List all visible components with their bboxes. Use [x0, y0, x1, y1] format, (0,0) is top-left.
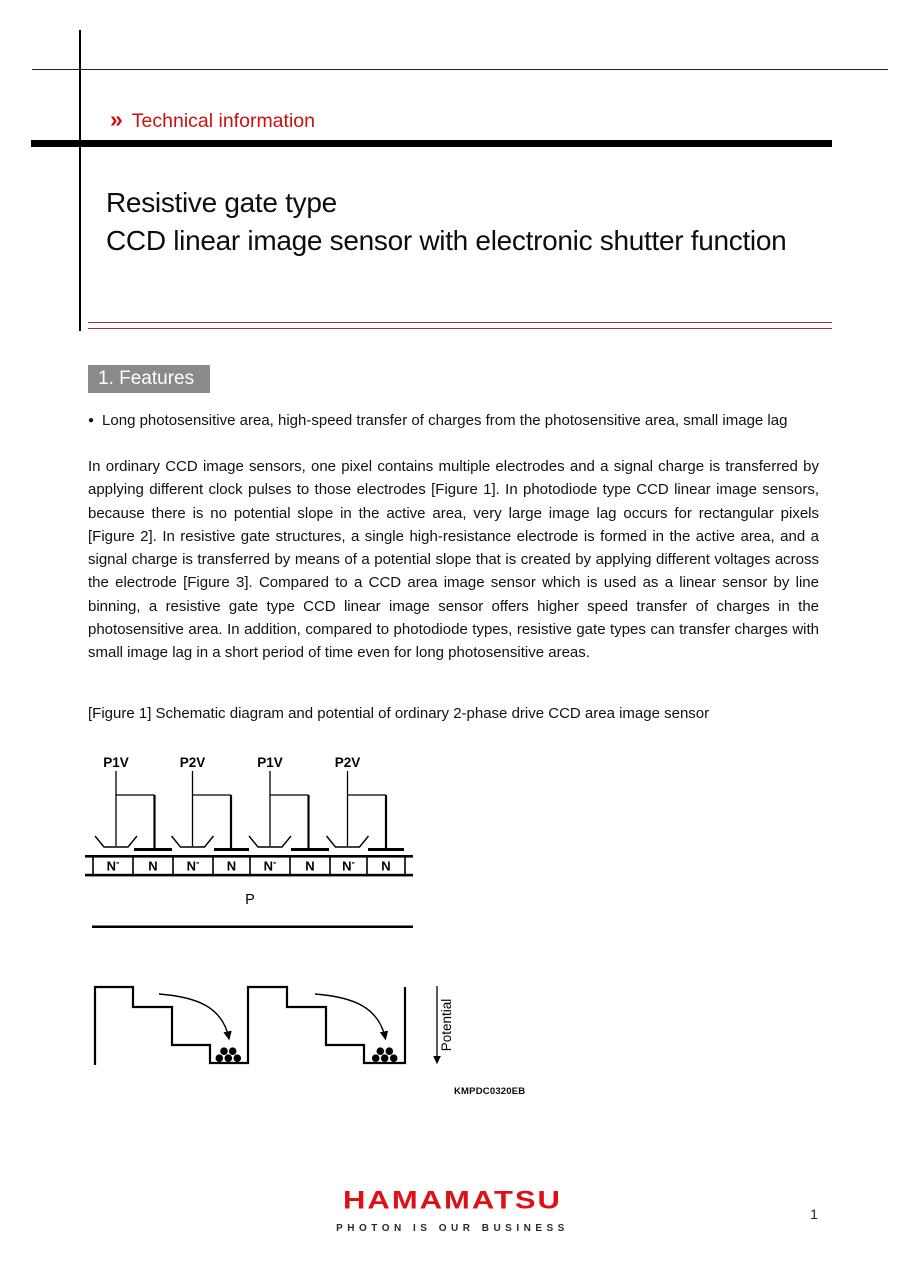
cell-label: N [305, 858, 315, 874]
cell-label: N- [106, 857, 120, 874]
page-number: 1 [810, 1206, 818, 1222]
figure1-svg [85, 745, 555, 1080]
charge-dot [386, 1047, 394, 1055]
figure1-diagram [85, 745, 555, 1080]
clock-label: P1V [103, 755, 129, 770]
cell-label: N [148, 858, 158, 874]
charge-dot [234, 1054, 242, 1062]
cell-label: N [226, 858, 237, 874]
cell-label: N [381, 858, 391, 874]
header-thick-rule [31, 140, 832, 147]
title-line-2: CCD linear image sensor with electronic shutter function [106, 225, 787, 256]
cell-label: N- [342, 857, 355, 874]
charge-dot [381, 1054, 389, 1062]
section-heading-features: 1. Features [88, 365, 210, 393]
charge-dot [377, 1047, 385, 1055]
charge-transfer-arrow [159, 994, 229, 1039]
title-line-1: Resistive gate type [106, 187, 337, 218]
feature-bullet-text: Long photosensitive area, high-speed transfer of charges from the photosensitive area, small image lag [102, 412, 788, 429]
cell-row-top-border [85, 855, 413, 858]
charge-dot [216, 1054, 224, 1062]
clock-label: P2V [179, 755, 206, 770]
figure1-caption: [Figure 1] Schematic diagram and potential of ordinary 2-phase drive CCD area image sensor [88, 705, 710, 722]
cell-label: N- [263, 857, 277, 874]
potential-axis-label: Potential [439, 998, 454, 1052]
bullet-icon: ● [88, 415, 95, 426]
charge-dot [390, 1054, 398, 1062]
charge-dot [229, 1047, 237, 1055]
logo-tagline: PHOTON IS OUR BUSINESS [336, 1223, 569, 1234]
document-title [106, 184, 786, 260]
title-double-rule [88, 322, 832, 329]
cell-row-bottom-border [85, 874, 413, 877]
left-vertical-rule [79, 30, 81, 331]
cell-label: N- [186, 857, 200, 874]
potential-profile [95, 987, 405, 1065]
logo-wordmark: HAMAMATSU [343, 1186, 562, 1214]
feature-bullet-item [88, 409, 819, 432]
header [110, 106, 315, 133]
charge-dot [225, 1054, 233, 1062]
substrate-label: P [245, 892, 255, 908]
body-paragraph: In ordinary CCD image sensors, one pixel contains multiple electrodes and a signal charge is transferred by applying different clock pulses to those electrodes [Figure 1]. In photodiode type CCD linear image sensors, because there is no potential slope in the active area, very large image lag occurs for rectangular pixels [Figure 2]. In resistive gate structures, a single high-resistance electrode is formed in the active area, and a signal charge is transferred by means of a potential slope that is created by applying different voltages across the electrode [Figure 3]. Compared to a CCD area image sensor which is used as a linear sensor by line binning, a resistive gate type CCD linear image sensor offers higher speed transfer of charges in the photosensitive area. In addition, compared to photodiode types, resistive gate types can transfer charges with small image lag in a short period of time even for long photosensitive areas. [88, 458, 819, 662]
header-label: Technical information [131, 110, 315, 132]
substrate-bottom-line [92, 926, 413, 929]
top-thin-rule [32, 69, 888, 70]
figure-code-label: KMPDC0320EB [454, 1086, 526, 1097]
clock-label: P1V [257, 755, 283, 770]
clock-label: P2V [334, 755, 361, 770]
charge-dot [220, 1047, 228, 1055]
hamamatsu-logo [0, 1186, 905, 1234]
double-chevron-icon: » [110, 106, 123, 132]
charge-dot [372, 1054, 380, 1062]
